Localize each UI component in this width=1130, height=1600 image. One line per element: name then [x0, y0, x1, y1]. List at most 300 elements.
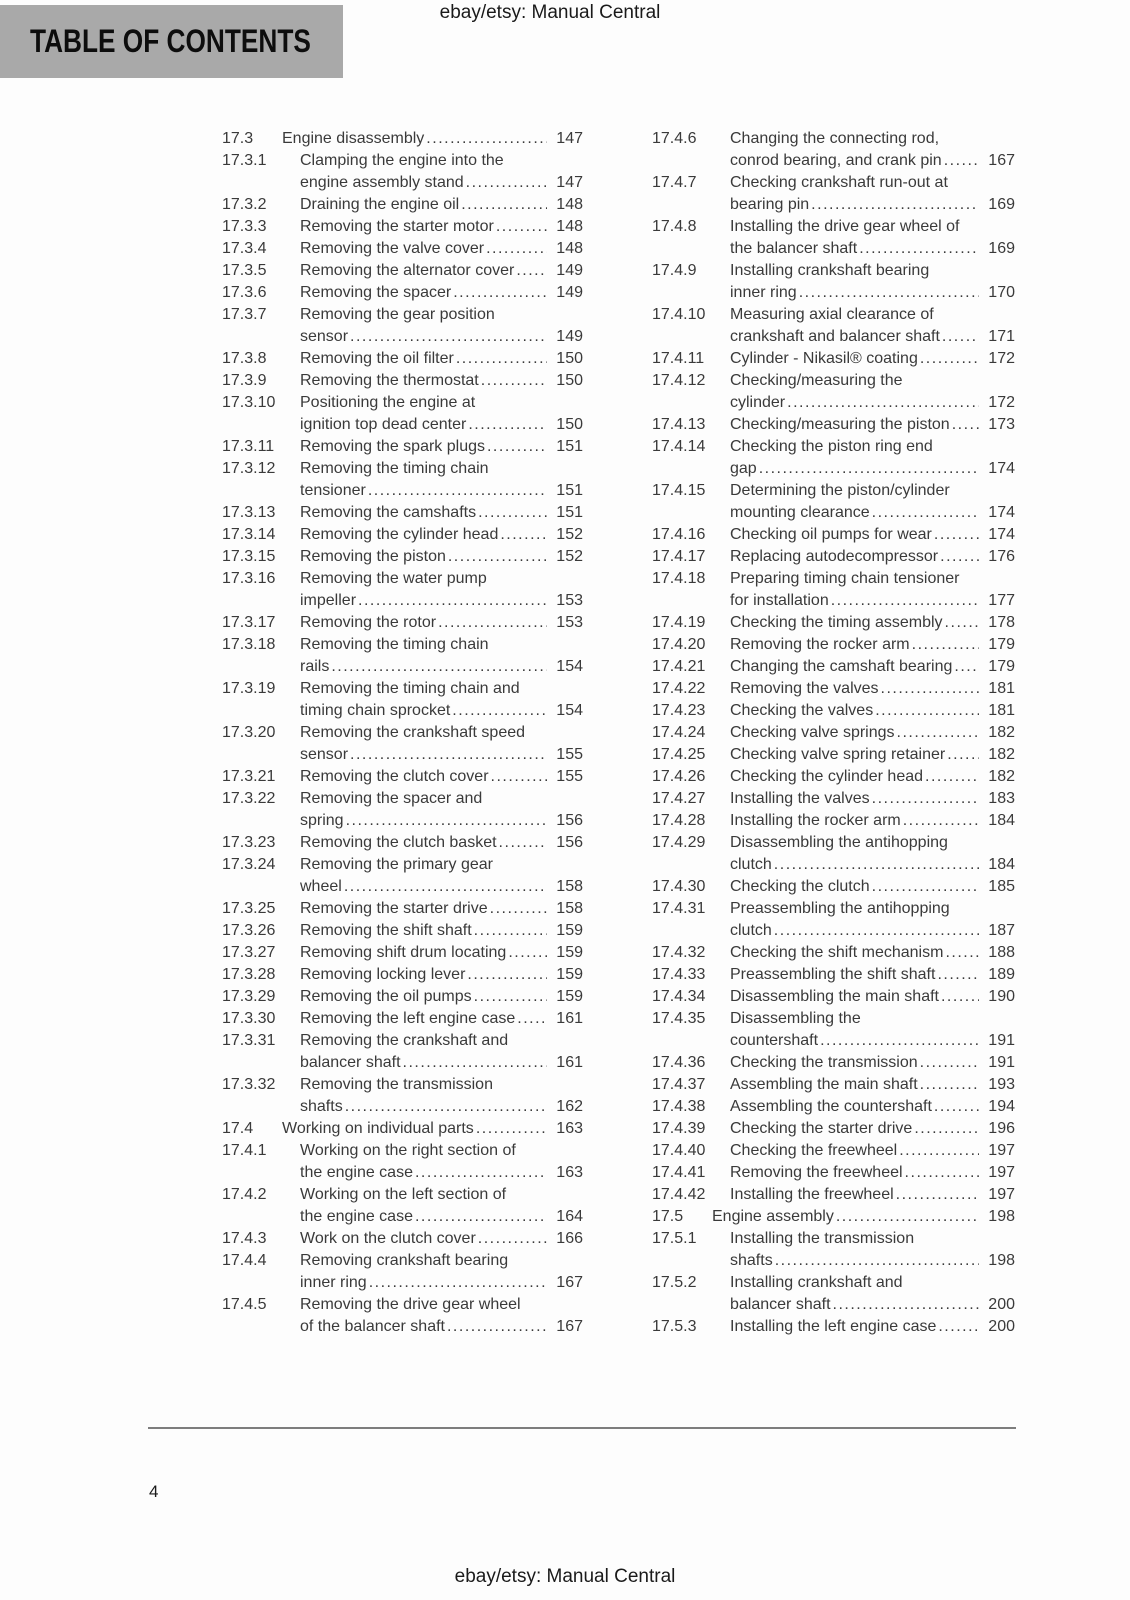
toc-entry [652, 788, 1015, 810]
dot-leader [476, 1118, 547, 1140]
dot-leader [447, 1316, 547, 1338]
toc-entry-page: 153 [556, 592, 583, 609]
toc-entry-body [730, 612, 1015, 634]
toc-entry-title: impeller [300, 592, 357, 609]
dot-leader [833, 1294, 979, 1316]
dot-leader [914, 1118, 979, 1140]
toc-entry-number: 17.4.37 [652, 1076, 706, 1093]
toc-entry-body [300, 788, 583, 832]
toc-entry-number: 17.4.27 [652, 790, 706, 807]
toc-entry [652, 898, 1015, 942]
toc-entry-number: 17.3.26 [222, 922, 276, 939]
toc-entry-number: 17.3.4 [222, 240, 267, 257]
toc-entry-body [300, 348, 583, 370]
toc-entry-title: Installing crankshaft and [730, 1274, 903, 1291]
toc-entry-page: 156 [556, 812, 583, 829]
toc-entry-page: 171 [988, 328, 1015, 345]
toc-entry-title: mounting clearance [730, 504, 870, 521]
toc-entry-page: 162 [556, 1098, 583, 1115]
toc-entry-number: 17.4.4 [222, 1252, 267, 1269]
toc-entry-body [730, 1052, 1015, 1074]
toc-entry-page: 158 [556, 900, 583, 917]
toc-entry-number: 17.4.32 [652, 944, 706, 961]
toc-entry-body [282, 128, 583, 150]
toc-entry [222, 722, 583, 766]
toc-entry [652, 546, 1015, 568]
toc-entry-number: 17.5.3 [652, 1318, 697, 1335]
toc-entry-number: 17.4.31 [652, 900, 706, 917]
toc-entry-title: Engine assembly [712, 1208, 834, 1225]
toc-entry-title: ignition top dead center [300, 416, 467, 433]
dot-leader [467, 964, 547, 986]
toc-entry [652, 1118, 1015, 1140]
toc-entry [652, 986, 1015, 1008]
toc-entry-body [730, 1140, 1015, 1162]
toc-entry-page: 198 [988, 1252, 1015, 1269]
toc-entry-title: Disassembling the [730, 1010, 861, 1027]
toc-entry [222, 1140, 583, 1184]
toc-entry-body [300, 238, 583, 260]
toc-entry-page: 148 [556, 240, 583, 257]
toc-entry [652, 128, 1015, 172]
dot-leader [346, 810, 547, 832]
toc-entry-page: 197 [988, 1164, 1015, 1181]
toc-entry-title: Checking valve springs [730, 724, 895, 741]
toc-entry [652, 1052, 1015, 1074]
toc-entry-body [730, 216, 1015, 260]
toc-entry [222, 568, 583, 612]
toc-entry-page: 167 [556, 1274, 583, 1291]
toc-entry [652, 656, 1015, 678]
toc-entry-number: 17.4.28 [652, 812, 706, 829]
toc-entry-number: 17.4.23 [652, 702, 706, 719]
toc-entry [222, 920, 583, 942]
toc-entry-title: Checking the clutch [730, 878, 870, 895]
dot-leader [452, 700, 547, 722]
toc-entry-title: Removing the valve cover [300, 240, 485, 257]
dot-leader [481, 370, 547, 392]
toc-entry-title: Removing the spark plugs [300, 438, 485, 455]
toc-entry-page: 172 [988, 394, 1015, 411]
toc-entry-title: bearing pin [730, 196, 810, 213]
toc-entry-number: 17.4.7 [652, 174, 697, 191]
toc-entry-number: 17.4.35 [652, 1010, 706, 1027]
toc-entry-page: 174 [988, 526, 1015, 543]
toc-entry-page: 150 [556, 416, 583, 433]
dot-leader [799, 282, 979, 304]
toc-entry-number: 17.4.30 [652, 878, 706, 895]
toc-entry-body [730, 348, 1015, 370]
toc-entry-body [730, 568, 1015, 612]
toc-entry [222, 1074, 583, 1118]
toc-entry-body [300, 1074, 583, 1118]
toc-entry-page: 181 [988, 680, 1015, 697]
dot-leader [836, 1206, 979, 1228]
toc-entry [652, 678, 1015, 700]
toc-entry-body [730, 876, 1015, 898]
toc-entry-number: 17.4.29 [652, 834, 706, 851]
toc-entry-body [300, 1184, 583, 1228]
toc-entry-body [730, 810, 1015, 832]
dot-leader [426, 128, 547, 150]
toc-entry-title: clutch [730, 856, 772, 873]
toc-entry-number: 17.4.8 [652, 218, 697, 235]
toc-entry [222, 1118, 583, 1140]
toc-entry [652, 810, 1015, 832]
dot-leader [903, 810, 979, 832]
toc-entry-page: 161 [556, 1054, 583, 1071]
toc-entry-title: Removing the clutch basket [300, 834, 497, 851]
dot-leader [516, 260, 547, 282]
toc-entry-body [300, 150, 583, 194]
toc-entry-page: 184 [988, 812, 1015, 829]
toc-entry-title: clutch [730, 922, 772, 939]
toc-entry-body [300, 634, 583, 678]
dot-leader [942, 326, 979, 348]
toc-entry-page: 191 [988, 1032, 1015, 1049]
toc-entry-page: 148 [556, 196, 583, 213]
dot-leader [938, 1316, 979, 1338]
toc-entry [652, 304, 1015, 348]
toc-entry-body [300, 1294, 583, 1338]
toc-entry-page: 149 [556, 262, 583, 279]
toc-entry-number: 17.3.21 [222, 768, 276, 785]
toc-entry-title: Disassembling the antihopping [730, 834, 948, 851]
toc-entry-body [300, 260, 583, 282]
toc-entry-page: 151 [556, 482, 583, 499]
toc-entry-page: 155 [556, 746, 583, 763]
toc-entry-body [730, 964, 1015, 986]
toc-entry [652, 480, 1015, 524]
dot-leader [912, 634, 979, 656]
toc-entry-page: 190 [988, 988, 1015, 1005]
toc-entry-body [730, 1096, 1015, 1118]
toc-entry [222, 370, 583, 392]
toc-entry-body [300, 194, 583, 216]
toc-entry-title: Removing the cylinder head [300, 526, 499, 543]
toc-entry-title: Removing the camshafts [300, 504, 477, 521]
toc-entry-body [300, 964, 583, 986]
toc-entry [222, 1008, 583, 1030]
toc-entry [222, 524, 583, 546]
toc-entry-number: 17.4.10 [652, 306, 706, 323]
toc-entry [222, 898, 583, 920]
dot-leader [872, 876, 979, 898]
toc-entry [222, 766, 583, 788]
toc-entry-body [730, 744, 1015, 766]
dot-leader [358, 590, 547, 612]
dot-leader [466, 172, 547, 194]
dot-leader [954, 656, 979, 678]
toc-entry [222, 392, 583, 436]
toc-entry-page: 169 [988, 196, 1015, 213]
toc-entry-title: Removing the clutch cover [300, 768, 489, 785]
toc-entry-title: countershaft [730, 1032, 819, 1049]
dot-leader [369, 1272, 547, 1294]
dot-leader [881, 678, 979, 700]
page-number: 4 [149, 1482, 159, 1501]
toc-entry-title: Changing the camshaft bearing [730, 658, 953, 675]
toc-entry-page: 177 [988, 592, 1015, 609]
toc-entry-number: 17.4.34 [652, 988, 706, 1005]
toc-entry-number: 17.3.5 [222, 262, 267, 279]
toc-entry [222, 832, 583, 854]
toc-entry-body [730, 436, 1015, 480]
toc-entry [222, 1184, 583, 1228]
toc-entry-body [730, 634, 1015, 656]
toc-entry-page: 167 [556, 1318, 583, 1335]
dot-leader [461, 194, 547, 216]
dot-leader [350, 326, 547, 348]
toc-entry-page: 194 [988, 1098, 1015, 1115]
dot-leader [944, 150, 979, 172]
toc-entry [222, 304, 583, 348]
toc-entry-title: gap [730, 460, 757, 477]
toc-entry-title: Changing the connecting rod, [730, 130, 940, 147]
toc-entry-title: cylinder [730, 394, 786, 411]
toc-entry-page: 148 [556, 218, 583, 235]
dot-leader [787, 392, 979, 414]
toc-entry-number: 17.3.31 [222, 1032, 276, 1049]
toc-entry-body [300, 568, 583, 612]
toc-entry-title: shafts [300, 1098, 343, 1115]
toc-entry-number: 17.3.23 [222, 834, 276, 851]
toc-entry [652, 568, 1015, 612]
dot-leader [368, 480, 547, 502]
dot-leader [487, 436, 547, 458]
dot-leader [345, 1096, 547, 1118]
toc-entry-number: 17.4.14 [652, 438, 706, 455]
toc-entry-page: 193 [988, 1076, 1015, 1093]
toc-entry-page: 152 [556, 548, 583, 565]
dot-leader [952, 414, 979, 436]
toc-entry-body [300, 282, 583, 304]
toc-entry [652, 1140, 1015, 1162]
toc-entry [652, 1184, 1015, 1206]
toc-entry-title: Installing the transmission [730, 1230, 915, 1247]
toc [222, 128, 1015, 1338]
toc-entry-title: balancer shaft [730, 1296, 831, 1313]
page-title: TABLE OF CONTENTS [30, 23, 311, 59]
toc-entry-number: 17.4.18 [652, 570, 706, 587]
toc-entry-page: 188 [988, 944, 1015, 961]
dot-leader [896, 1184, 979, 1206]
toc-entry-page: 184 [988, 856, 1015, 873]
toc-entry-number: 17.4.39 [652, 1120, 706, 1137]
toc-entry-page: 149 [556, 328, 583, 345]
toc-entry-body [300, 942, 583, 964]
toc-entry-title: Removing the starter drive [300, 900, 488, 917]
dot-leader [453, 282, 547, 304]
dot-leader [940, 546, 979, 568]
toc-entry-title: Replacing autodecompressor [730, 548, 939, 565]
toc-entry-page: 172 [988, 350, 1015, 367]
toc-entry-title: Removing the spacer and [300, 790, 483, 807]
toc-entry-body [730, 986, 1015, 1008]
toc-entry [652, 964, 1015, 986]
dot-leader [474, 920, 547, 942]
toc-entry-page: 159 [556, 922, 583, 939]
toc-entry-page: 170 [988, 284, 1015, 301]
toc-entry-number: 17.4.25 [652, 746, 706, 763]
toc-entry-title: Removing the timing chain and [300, 680, 520, 697]
toc-entry-body [730, 1074, 1015, 1096]
toc-entry-number: 17.4.42 [652, 1186, 706, 1203]
toc-entry-page: 185 [988, 878, 1015, 895]
dot-leader [934, 524, 979, 546]
toc-entry-title: Working on the right section of [300, 1142, 516, 1159]
toc-entry-page: 197 [988, 1186, 1015, 1203]
toc-entry-page: 197 [988, 1142, 1015, 1159]
toc-entry [652, 1228, 1015, 1272]
toc-entry-number: 17.3 [222, 130, 254, 147]
dot-leader [774, 854, 979, 876]
toc-entry-page: 154 [556, 702, 583, 719]
toc-entry-title: Installing the left engine case [730, 1318, 937, 1335]
toc-entry-number: 17.4.26 [652, 768, 706, 785]
dot-leader [859, 238, 979, 260]
toc-entry-page: 149 [556, 284, 583, 301]
toc-entry-title: Removing the alternator cover [300, 262, 515, 279]
toc-entry-title: Work on the clutch cover [300, 1230, 476, 1247]
toc-entry [652, 766, 1015, 788]
toc-entry-title: Removing the water pump [300, 570, 487, 587]
toc-entry-title: Preassembling the antihopping [730, 900, 950, 917]
toc-entry-page: 147 [556, 174, 583, 191]
toc-entry-body [300, 1030, 583, 1074]
toc-entry-number: 17.3.17 [222, 614, 276, 631]
toc-entry-body [300, 854, 583, 898]
toc-entry-body [730, 172, 1015, 216]
toc-entry-body [300, 546, 583, 568]
dot-leader [478, 1228, 547, 1250]
toc-entry-title: Removing the thermostat [300, 372, 479, 389]
toc-entry-number: 17.3.29 [222, 988, 276, 1005]
toc-entry-number: 17.3.25 [222, 900, 276, 917]
toc-entry-body [300, 986, 583, 1008]
toc-entry-body [300, 898, 583, 920]
toc-entry-body [300, 1008, 583, 1030]
toc-entry-number: 17.5.1 [652, 1230, 697, 1247]
toc-entry-page: 182 [988, 724, 1015, 741]
toc-entry-body [300, 1140, 583, 1184]
toc-entry-number: 17.4.6 [652, 130, 697, 147]
toc-entry-page: 163 [556, 1164, 583, 1181]
toc-entry-title: Checking the starter drive [730, 1120, 913, 1137]
toc-entry-page: 155 [556, 768, 583, 785]
toc-entry-number: 17.3.11 [222, 438, 275, 455]
toc-entry [652, 744, 1015, 766]
toc-entry-body [300, 678, 583, 722]
toc-entry [652, 1096, 1015, 1118]
toc-entry-number: 17.4.33 [652, 966, 706, 983]
dot-leader [934, 1096, 979, 1118]
dot-leader [820, 1030, 979, 1052]
toc-entry-number: 17.4 [222, 1120, 254, 1137]
toc-entry [652, 700, 1015, 722]
toc-entry [652, 876, 1015, 898]
toc-entry [222, 612, 583, 634]
toc-entry-number: 17.4.40 [652, 1142, 706, 1159]
dot-leader [415, 1162, 547, 1184]
toc-entry-body [300, 1250, 583, 1294]
toc-entry-title: Checking crankshaft run-out at [730, 174, 948, 191]
dot-leader [941, 986, 979, 1008]
toc-entry-body [730, 1184, 1015, 1206]
toc-entry-title: spring [300, 812, 344, 829]
toc-entry-page: 159 [556, 988, 583, 1005]
dot-leader [344, 876, 547, 898]
toc-entry-number: 17.4.19 [652, 614, 706, 631]
dot-leader [905, 1162, 979, 1184]
toc-entry-number: 17.3.30 [222, 1010, 276, 1027]
toc-entry-number: 17.4.24 [652, 724, 706, 741]
dot-leader [517, 1008, 547, 1030]
toc-entry-page: 151 [556, 438, 583, 455]
toc-entry [652, 612, 1015, 634]
toc-entry-body [730, 898, 1015, 942]
toc-entry-number: 17.3.8 [222, 350, 267, 367]
toc-entry [652, 1162, 1015, 1184]
toc-entry [652, 172, 1015, 216]
toc-entry-title: Checking valve spring retainer [730, 746, 946, 763]
toc-entry-page: 150 [556, 372, 583, 389]
toc-entry-number: 17.3.20 [222, 724, 276, 741]
toc-entry [652, 260, 1015, 304]
toc-entry-title: the balancer shaft [730, 240, 858, 257]
toc-entry-body [730, 524, 1015, 546]
toc-entry-page: 150 [556, 350, 583, 367]
toc-entry-page: 191 [988, 1054, 1015, 1071]
toc-entry-title: Determining the piston/cylinder [730, 482, 950, 499]
toc-entry-body [300, 216, 583, 238]
toc-entry-title: Checking the transmission [730, 1054, 918, 1071]
dot-leader [478, 502, 547, 524]
toc-entry-body [730, 722, 1015, 744]
toc-entry-page: 154 [556, 658, 583, 675]
dot-leader [496, 216, 547, 238]
toc-entry [222, 194, 583, 216]
toc-entry-title: Draining the engine oil [300, 196, 460, 213]
toc-entry-page: 166 [556, 1230, 583, 1247]
toc-entry-page: 179 [988, 636, 1015, 653]
toc-entry-number: 17.3.16 [222, 570, 276, 587]
toc-entry-title: wheel [300, 878, 342, 895]
toc-entry-title: Cylinder - Nikasil® coating [730, 350, 918, 367]
toc-entry-title: sensor [300, 746, 349, 763]
toc-entry-body [300, 1228, 583, 1250]
dot-leader [945, 612, 979, 634]
dot-leader [774, 920, 979, 942]
dot-leader [415, 1206, 547, 1228]
footer-divider [148, 1427, 1016, 1429]
toc-entry-title: tensioner [300, 482, 366, 499]
toc-entry [652, 216, 1015, 260]
toc-entry [222, 1228, 583, 1250]
toc-entry [652, 832, 1015, 876]
toc-entry-page: 156 [556, 834, 583, 851]
toc-entry-title: Removing the spacer [300, 284, 452, 301]
dot-leader [775, 1250, 979, 1272]
toc-entry-number: 17.4.15 [652, 482, 706, 499]
toc-entry-page: 178 [988, 614, 1015, 631]
toc-entry-title: Removing the starter motor [300, 218, 494, 235]
toc-entry-number: 17.3.10 [222, 394, 276, 411]
dot-leader [920, 348, 979, 370]
dot-leader [403, 1052, 547, 1074]
toc-entry-body [730, 1272, 1015, 1316]
dot-leader [811, 194, 979, 216]
